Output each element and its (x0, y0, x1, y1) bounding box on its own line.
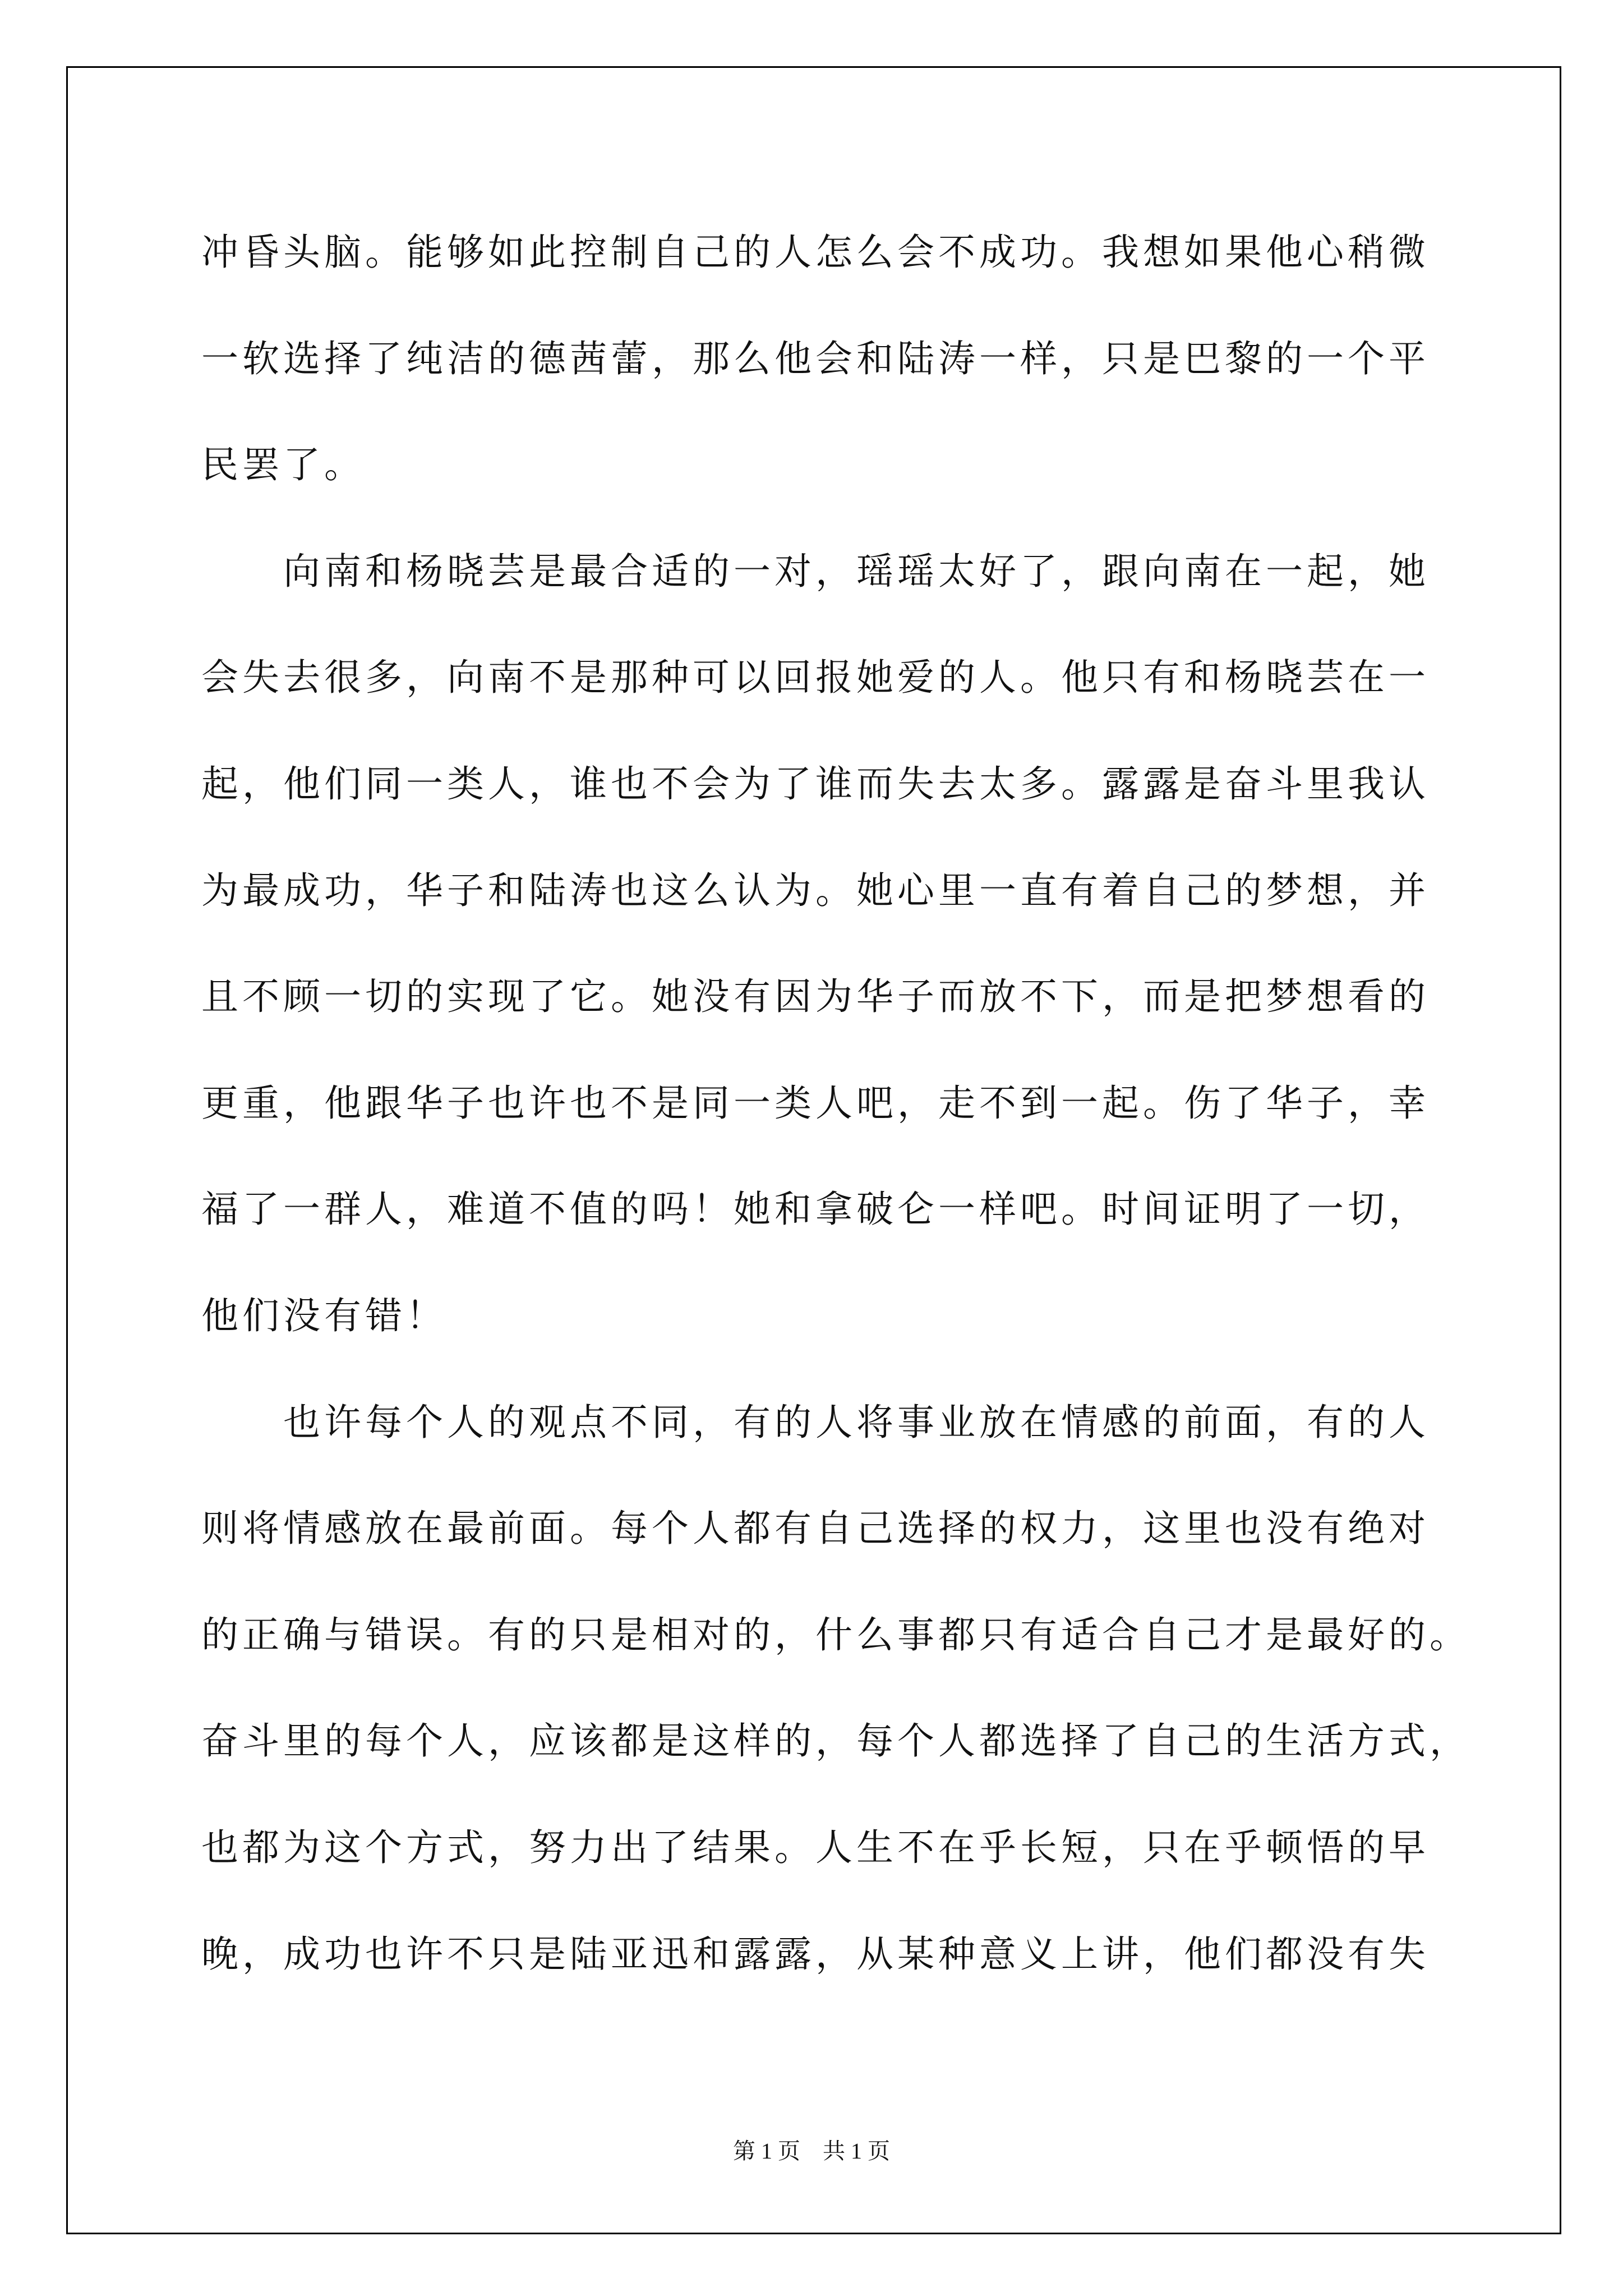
page-footer (0, 2137, 1623, 2165)
text-line: 起，他们同一类人，谁也不会为了谁而失去太多。露露是奋斗里我认 (201, 762, 1430, 806)
text-line: 会失去很多，向南不是那种可以回报她爱的人。他只有和杨晓芸在一 (201, 656, 1430, 700)
text-line: 则将情感放在最前面。每个人都有自己选择的权力，这里也没有绝对 (201, 1507, 1430, 1550)
text-line: 冲昏头脑。能够如此控制自己的人怎么会不成功。我想如果他心稍微 (201, 231, 1430, 274)
text-line: 也都为这个方式，努力出了结果。人生不在乎长短，只在乎顿悟的早 (201, 1825, 1430, 1869)
page-number-total: 共 1 页 (823, 2138, 890, 2164)
text-line: 福了一群人，难道不值的吗！她和拿破仑一样吧。时间证明了一切， (201, 1188, 1430, 1231)
text-line: 也许每个人的观点不同，有的人将事业放在情感的前面，有的人 (283, 1400, 1430, 1444)
text-line: 晚，成功也许不只是陆亚迅和露露，从某种意义上讲，他们都没有失 (201, 1932, 1430, 1976)
text-line: 他们没有错！ (201, 1294, 447, 1337)
text-line: 向南和杨晓芸是最合适的一对，瑶瑶太好了，跟向南在一起，她 (283, 549, 1430, 593)
text-line: 一软选择了纯洁的德茜蕾，那么他会和陆涛一样，只是巴黎的一个平 (201, 337, 1430, 380)
text-line: 且不顾一切的实现了它。她没有因为华子而放不下，而是把梦想看的 (201, 975, 1430, 1019)
paragraph (201, 199, 1508, 518)
paragraph (201, 1369, 1508, 2008)
document-body (201, 199, 1508, 2007)
text-line: 民罢了。 (201, 443, 365, 487)
text-line: 更重，他跟华子也许也不是同一类人吧，走不到一起。伤了华子，幸 (201, 1081, 1430, 1125)
text-line: 的正确与错误。有的只是相对的，什么事都只有适合自己才是最好的。 (201, 1613, 1470, 1657)
page-number-current: 第 1 页 (733, 2138, 800, 2164)
paragraph (201, 518, 1508, 1369)
text-line: 奋斗里的每个人，应该都是这样的，每个人都选择了自己的生活方式， (201, 1719, 1470, 1763)
text-line: 为最成功，华子和陆涛也这么认为。她心里一直有着自己的梦想，并 (201, 868, 1430, 912)
